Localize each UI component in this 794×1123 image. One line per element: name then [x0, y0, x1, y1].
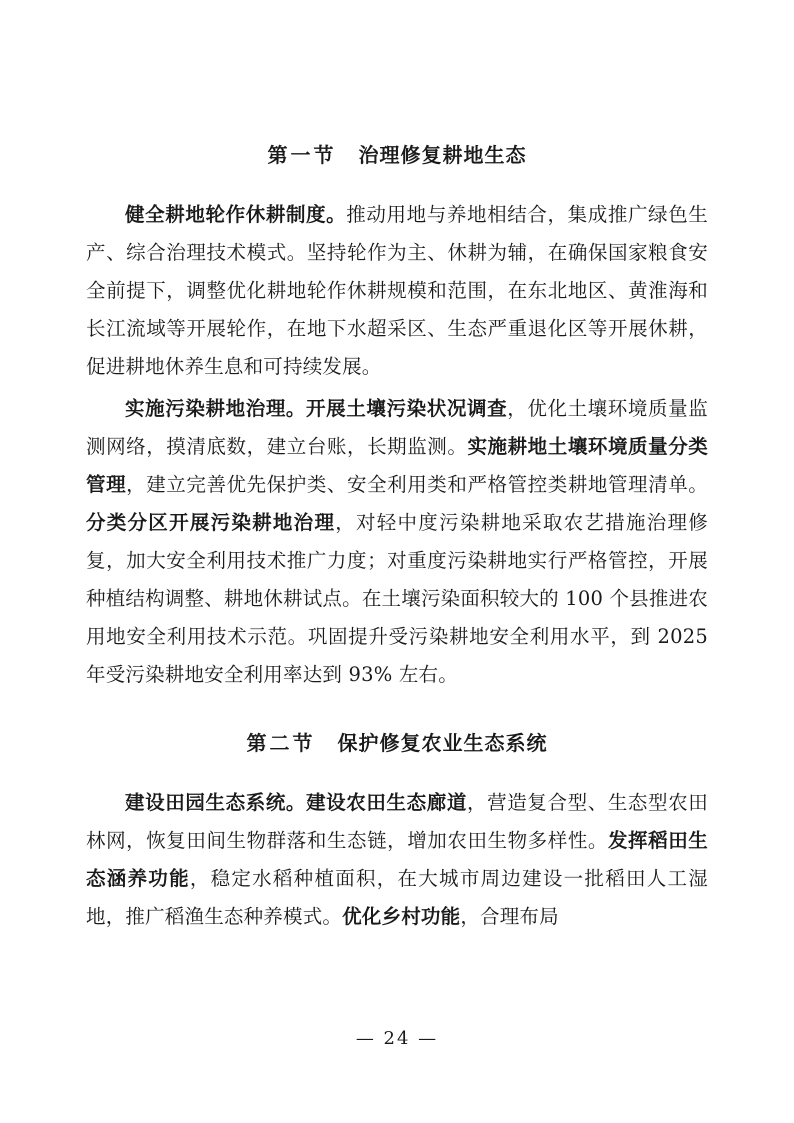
paragraph-3: [86, 784, 708, 936]
text-segment-0: 建设农田生态廊道: [306, 791, 467, 814]
text-segment-5: ，对轻中度污染耕地采取农艺措施治理修复，加大安全利用技术推广力度；对重度污染耕地实行严格管控，开展种植结构调整、耕地休耕试点。在土壤污染面积较大的 100 个县推进农用地安全利用技术示范。巩固提升受污染耕地安全利用水平，到 2025 年受污染耕地安全利用率达到 93% 左右。: [86, 511, 708, 686]
section-number-2: 第二节: [246, 731, 316, 755]
paragraph-2-lead: 实施污染耕地治理。: [125, 397, 307, 420]
paragraph-1-body: 推动用地与养地相结合，集成推广绿色生产、综合治理技术模式。坚持轮作为主、休耕为辅，在确保国家粮食安全前提下，调整优化耕地轮作休耕规模和范围，在东北地区、黄淮海和长江流域等开展轮作，在地下水超采区、生态严重退化区等开展休耕，促进耕地休养生息和可持续发展。: [86, 203, 708, 378]
paragraph-1-lead: 健全耕地轮作休耕制度。: [125, 203, 347, 226]
text-segment-1: ，优化土壤环境质量监测网络，摸清底数，建立台账，长期监测。: [86, 397, 708, 458]
paragraph-2-body: [86, 397, 708, 686]
section-heading-2: [86, 728, 708, 758]
section-heading-1: [86, 140, 708, 170]
text-segment-1: ，营造复合型、生态型农田林网，恢复田间生物群落和生态链，增加农田生物多样性。: [86, 791, 708, 852]
section-title-1: 治理修复耕地生态: [358, 143, 527, 167]
text-segment-4: 分类分区开展污染耕地治理: [86, 511, 336, 534]
page-number: — 24 —: [355, 1028, 439, 1049]
text-segment-2: 实施耕地土壤环境质量分类管理: [86, 435, 708, 496]
paragraph-3-lead: 建设田园生态系统。: [125, 791, 307, 814]
text-segment-0: 开展土壤污染状况调查: [306, 397, 508, 420]
text-segment-4: 优化乡村功能: [342, 905, 461, 928]
text-segment-3: ，建立完善优先保护类、安全利用类和严格管控类耕地管理清单。: [126, 473, 708, 496]
text-segment-2: 发挥稻田生态涵养功能: [86, 829, 708, 890]
section-number-1: 第一节: [267, 143, 337, 167]
section-title-2: 保护修复农业生态系统: [337, 731, 548, 755]
text-segment-3: ，稳定水稻种植面积，在大城市周边建设一批稻田人工湿地，推广稻渔生态种养模式。: [86, 867, 708, 928]
text-segment-5: ，合理布局: [460, 905, 559, 928]
paragraph-2: [86, 390, 708, 694]
paragraph-1: [86, 196, 708, 386]
